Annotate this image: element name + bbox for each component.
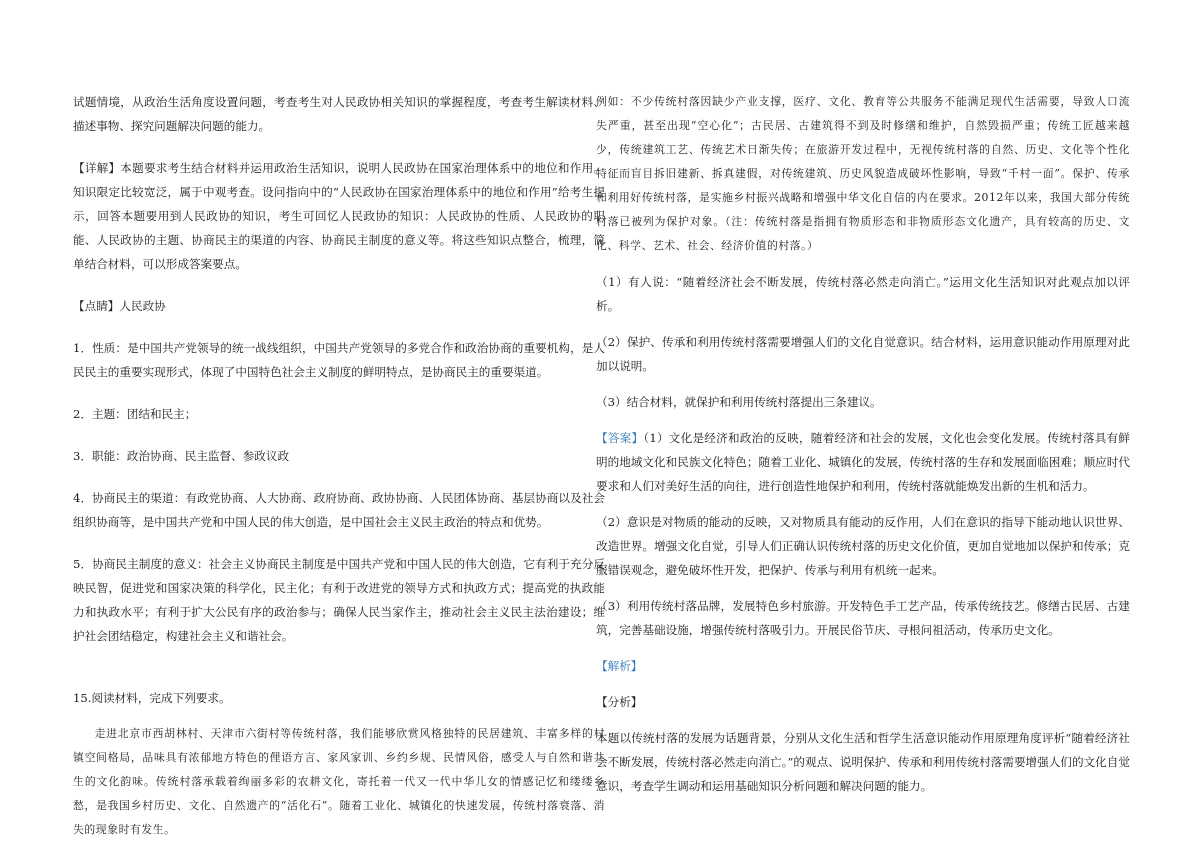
point-significance: 5．协商民主制度的意义：社会主义协商民主制度是中国共产党和中国人民的伟大创造，它有利于充分反映民智，促进党和国家决策的科学化，民主化；有利于改进党的领导方式和执政方式；提高党的执政能力和执政水平；有利于扩大公民有序的政治参与；确保人民当家作主，推动社会主义民主法治建设；维护社会团结稳定，构建社会主义和谐社会。: [73, 557, 605, 643]
answer-1-text: （1）文化是经济和政治的反映，随着经济和社会的发展，文化也会变化发展。传统村落具有鲜明的地域文化和民族文化特色；随着工业化、城镇化的发展，传统村落的生存和发展面临困难；顺应时代要求和人们对美好生活的向往，进行创造性地保护和利用，传统村落就能焕发出新的生机和活力。: [596, 431, 1130, 493]
answer-1: [596, 426, 1130, 498]
point-theme: 2．主题：团结和民主；: [73, 407, 197, 421]
left-column: [73, 90, 605, 842]
point-channels: 4．协商民主的渠道：有政党协商、人大协商、政府协商、政协协商、人民团体协商、基层协商以及社会组织协商等，是中国共产党和中国人民的伟大创造，是中国社会主义民主政治的特点和优势。: [73, 491, 605, 529]
detail-paragraph: 【详解】本题要求考生结合材料并运用政治生活知识，说明人民政协在国家治理体系中的地位和作用。知识限定比较宽泛，属于中观考查。设问指向中的“人民政协在国家治理体系中的地位和作用”给考生提示，回答本题要用到人民政协的知识，考生可回忆人民政协的知识：人民政协的性质、人民政协的职能、人民政协的主题、协商民主的渠道的内容、协商民主制度的意义等。将这些知识点整合，梳理，简单结合材料，可以形成答案要点。: [73, 161, 605, 271]
jiexi-tag: 【解析】: [596, 659, 643, 673]
answer-3: （3）利用传统村落品牌，发展特色乡村旅游。开发特色手工艺产品，传承传统技艺。修缮古民居、古建筑，完善基础设施，增强传统村落吸引力。开展民俗节庆、寻根问祖活动，传承历史文化。: [596, 599, 1130, 637]
analysis-paragraph: 本题以传统村落的发展为话题背景，分别从文化生活和哲学生活意识能动作用原理角度评析“随着经济社会不断发展，传统村落必然走向消亡。”的观点、说明保护、传承和利用传统村落需要增强人们的文化自觉意识，考查学生调动和运用基础知识分析问题和解决问题的能力。: [596, 731, 1130, 793]
fenxi-tag: 【分析】: [596, 695, 643, 709]
point-nature: 1．性质：是中国共产党领导的统一战线组织，中国共产党领导的多党合作和政治协商的重要机构，是人民民主的重要实现形式，体现了中国特色社会主义制度的鲜明特点，是协商民主的重要渠道。: [73, 341, 605, 379]
intro-paragraph: 试题情境，从政治生活角度设置问题，考查考生对人民政协相关知识的掌握程度，考查考生解读材料、描述事物、探究问题解决问题的能力。: [73, 95, 605, 133]
answer-2: （2）意识是对物质的能动的反映，又对物质具有能动的反作用，人们在意识的指导下能动地认识世界、改造世界。增强文化自觉，引导人们正确认识传统村落的历史文化价值，更加自觉地加以保护和传承；克服错误观念，避免破坏性开发，把保护、传承与利用有机统一起来。: [596, 515, 1130, 577]
reading-material: 走进北京市西胡林村、天津市六街村等传统村落，我们能够欣赏风格独特的民居建筑、丰富多样的村镇空间格局，品味具有浓郁地方特色的俚语方言、家风家训、乡约乡规、民情风俗，感受人与自然和谐共生的文化韵味。传统村落承载着绚丽多彩的农耕文化，寄托着一代又一代中华儿女的情感记忆和缕缕乡愁，是我国乡村历史、文化、自然遗产的“活化石”。随着工业化、城镇化的快速发展，传统村落衰落、消失的现象时有发生。: [73, 727, 605, 836]
dianjing-heading: 【点睛】人民政协: [73, 299, 166, 313]
reading-material-continued: 例如：不少传统村落因缺少产业支撑，医疗、文化、教育等公共服务不能满足现代生活需要，导致人口流失严重，甚至出现“空心化”；古民居、古建筑得不到及时修缮和维护，自然毁损严重；传统工匠越来越少，传统建筑工艺、传统艺术日渐失传；在旅游开发过程中，无视传统村落的自然、历史、文化等个性化特征而盲目拆旧建新、拆真建假，对传统建筑、历史风貌造成破坏性影响，导致“千村一面”。保护、传承和利用好传统村落，是实施乡村振兴战略和增强中华文化自信的内在要求。2012年以来，我国大部分传统村落已被列为保护对象。（注：传统村落是指拥有物质形态和非物质形态文化遗产，具有较高的历史、文化、科学、艺术、社会、经济价值的村落。）: [596, 95, 1130, 252]
point-functions: 3．职能：政治协商、民主监督、参政议政: [73, 449, 290, 463]
answer-tag: 【答案】: [596, 431, 644, 445]
right-column: [596, 90, 1130, 798]
question-1: （1）有人说：“随着经济社会不断发展，传统村落必然走向消亡。”运用文化生活知识对此观点加以评析。: [596, 275, 1130, 313]
question-2: （2）保护、传承和利用传统村落需要增强人们的文化自觉意识。结合材料，运用意识能动作用原理对此加以说明。: [596, 335, 1130, 373]
question-15-heading: 15.阅读材料，完成下列要求。: [73, 691, 231, 705]
question-3: （3）结合材料，就保护和利用传统村落提出三条建议。: [596, 395, 882, 409]
